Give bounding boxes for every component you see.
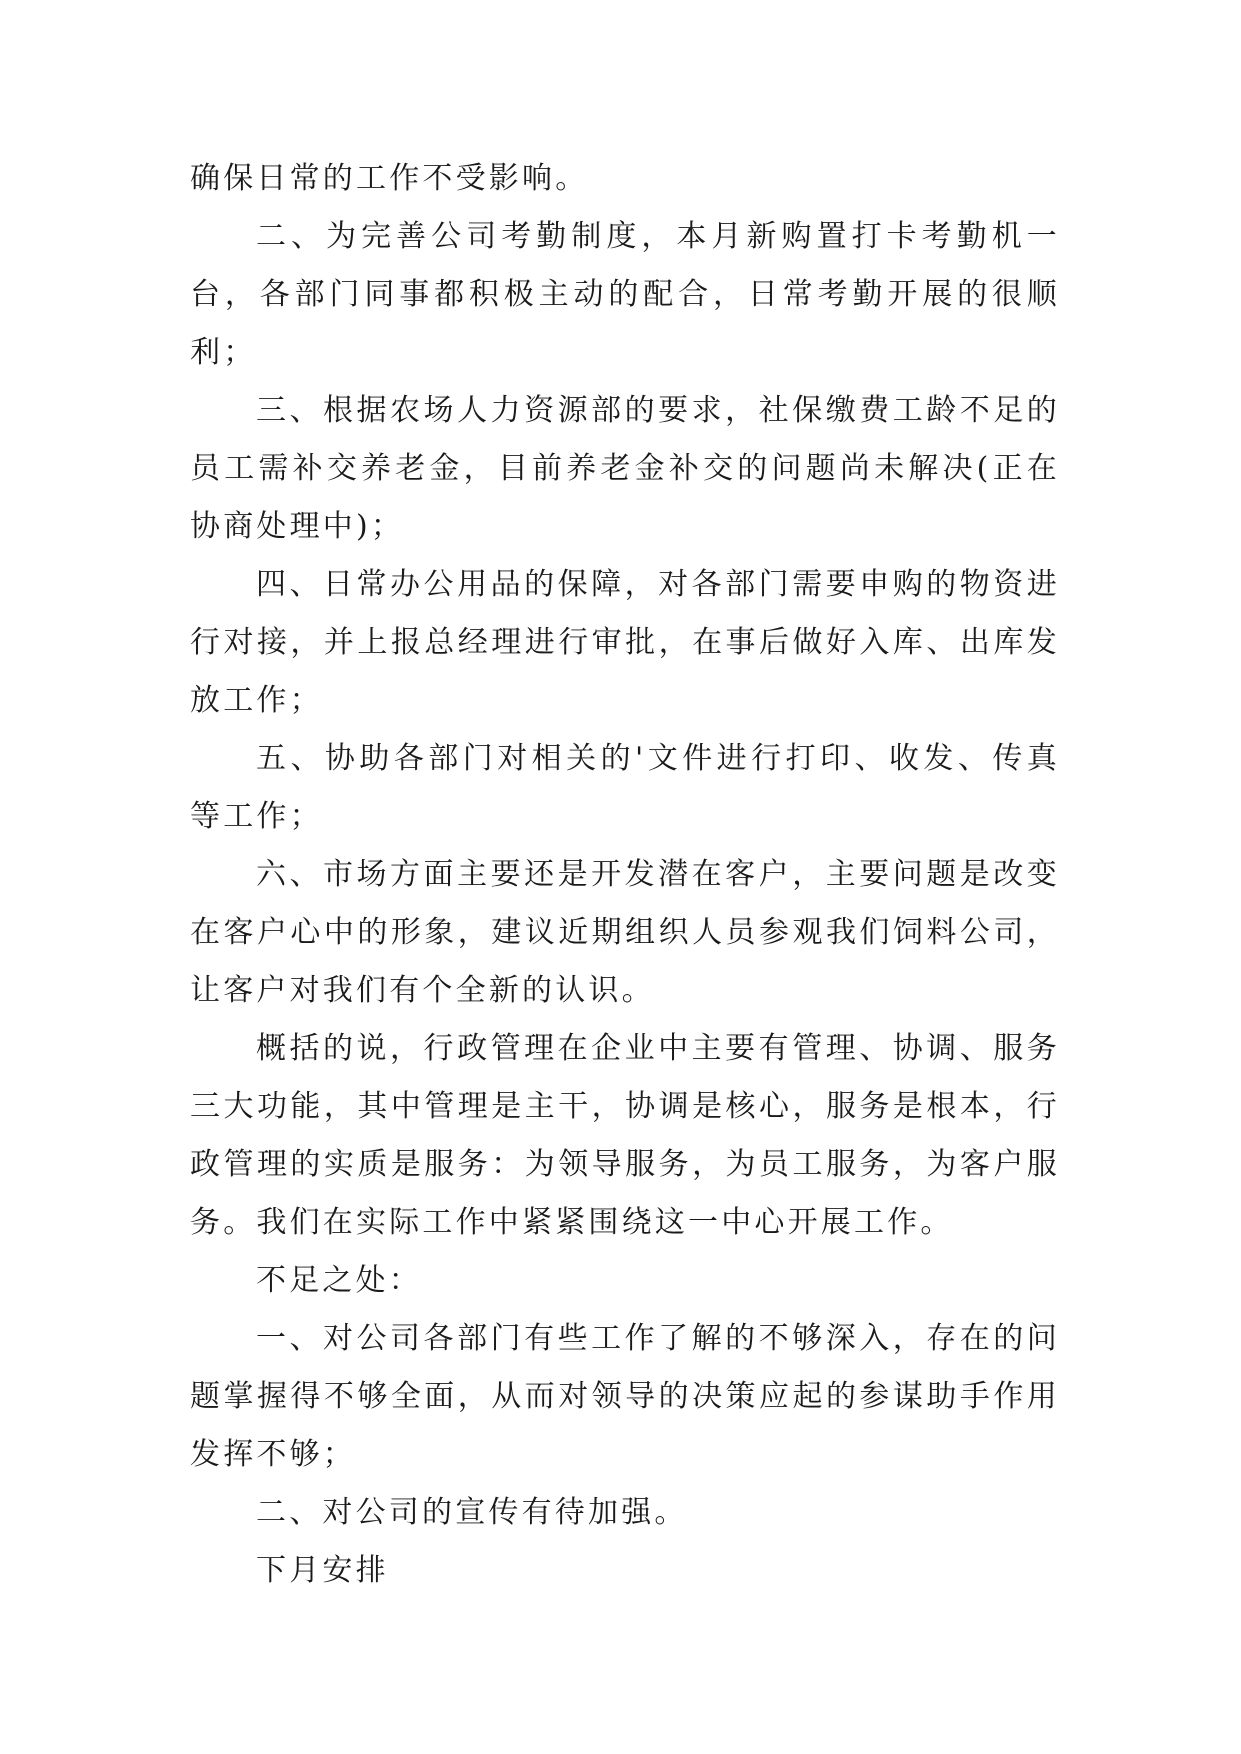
paragraph-summary: 概括的说，行政管理在企业中主要有管理、协调、服务三大功能，其中管理是主干，协调是核心，服务是根本，行政管理的实质是服务：为领导服务，为员工服务，为客户服务。我们在实际工作中紧紧围绕这一中心开展工作。 bbox=[190, 1031, 1060, 1240]
paragraph-item-4-office-supplies: 四、日常办公用品的保障，对各部门需要申购的物资进行对接，并上报总经理进行审批，在事后做好入库、出库发放工作； bbox=[190, 567, 1060, 718]
paragraph-shortcoming-2: 二、对公司的宣传有待加强。 bbox=[256, 1495, 688, 1530]
paragraph-item-5-documents: 五、协助各部门对相关的'文件进行打印、收发、传真等工作； bbox=[190, 741, 1060, 834]
paragraph-item-3-pension: 三、根据农场人力资源部的要求，社保缴费工龄不足的员工需补交养老金，目前养老金补交的问题尚未解决(正在协商处理中)； bbox=[190, 393, 1060, 544]
paragraph-shortcoming-1: 一、对公司各部门有些工作了解的不够深入，存在的问题掌握得不够全面，从而对领导的决策应起的参谋助手作用发挥不够； bbox=[190, 1321, 1060, 1472]
section-heading-next-month: 下月安排 bbox=[256, 1553, 389, 1588]
paragraph-item-2-attendance: 二、为完善公司考勤制度，本月新购置打卡考勤机一台，各部门同事都积极主动的配合，日常考勤开展的很顺利； bbox=[190, 219, 1060, 370]
paragraph-continuation: 确保日常的工作不受影响。 bbox=[190, 161, 589, 196]
document-body bbox=[190, 150, 1060, 1600]
section-heading-shortcomings: 不足之处： bbox=[256, 1263, 422, 1298]
paragraph-item-6-market: 六、市场方面主要还是开发潜在客户，主要问题是改变在客户心中的形象，建议近期组织人员参观我们饲料公司，让客户对我们有个全新的认识。 bbox=[190, 857, 1060, 1008]
